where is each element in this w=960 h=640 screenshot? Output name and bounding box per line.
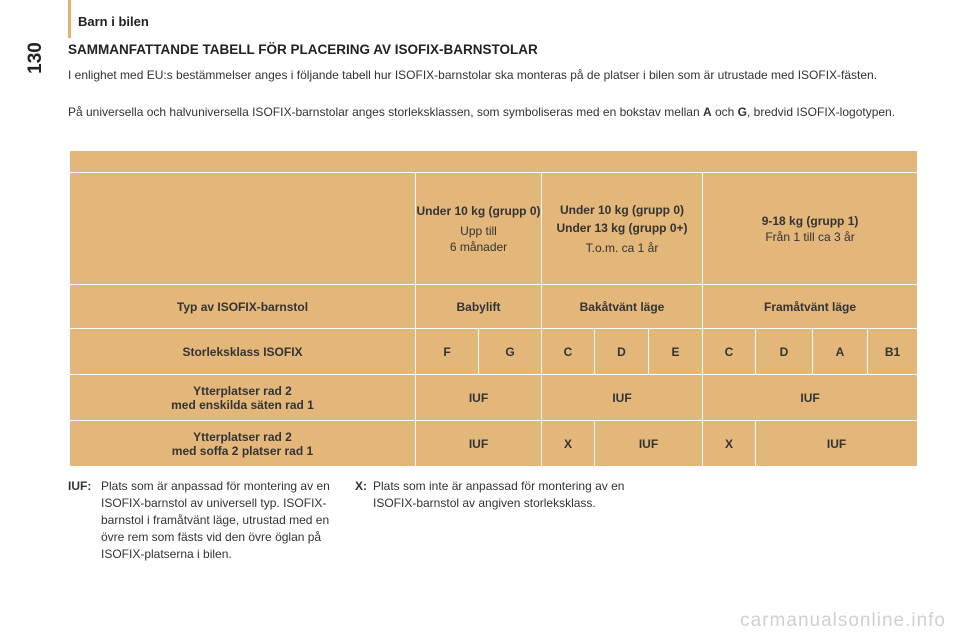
group-0plus-cell: Under 10 kg (grupp 0) Under 13 kg (grupp 0+) T.o.m. ca 1 år — [542, 173, 703, 285]
row-label-individual: Ytterplatser rad 2 med enskilda säten rad 1 — [70, 375, 416, 421]
type-forward: Framåtvänt läge — [703, 285, 918, 329]
group-0-cell: Under 10 kg (grupp 0) Upp till 6 månader — [416, 173, 542, 285]
size-class-cell: D — [756, 329, 813, 375]
legend-iuf-text: Plats som är anpassad för montering av en ISOFIX-barnstol av universell typ. ISOFIX-barnstol i framåtvänt läge, utrustad med en övre rem som fästs vid den övre öglan på ISOFIX-platserna i bilen. — [101, 479, 330, 561]
cell-value: IUF — [416, 421, 542, 467]
cell-value: IUF — [542, 375, 703, 421]
size-class-cell: C — [542, 329, 595, 375]
cell-value: IUF — [703, 375, 918, 421]
intro-paragraph-1: I enlighet med EU:s bestämmelser anges i följande tabell hur ISOFIX-barnstolar ska monteras på de platser i bilen som är utrustade med ISOFIX-fästen. — [68, 68, 878, 82]
table-top-band — [70, 151, 918, 173]
section-header: Barn i bilen — [78, 14, 149, 29]
size-class-cell: C — [703, 329, 756, 375]
cell-value: X — [703, 421, 756, 467]
table-row-type — [70, 285, 918, 329]
cell-value: IUF — [595, 421, 703, 467]
size-label: Storleksklass ISOFIX — [70, 329, 416, 375]
page-title: SAMMANFATTANDE TABELL FÖR PLACERING AV ISOFIX-BARNSTOLAR — [68, 42, 538, 57]
table-row-size — [70, 329, 918, 375]
size-class-cell: F — [416, 329, 479, 375]
legend-iuf — [68, 478, 358, 578]
legend-x-text: Plats som inte är anpassad för montering av en ISOFIX-barnstol av angiven storleksklass. — [373, 479, 625, 510]
table-corner-cell — [70, 173, 416, 285]
watermark: carmanualsonline.info — [740, 610, 946, 631]
isofix-table — [69, 150, 918, 467]
size-class-cell: B1 — [868, 329, 918, 375]
table-row-groups — [70, 173, 918, 285]
section-accent-bar — [68, 0, 71, 38]
size-class-cell: A — [813, 329, 868, 375]
type-label: Typ av ISOFIX-barnstol — [70, 285, 416, 329]
group-1-cell: 9-18 kg (grupp 1) Från 1 till ca 3 år — [703, 173, 918, 285]
legend-x — [355, 478, 635, 538]
cell-value: IUF — [416, 375, 542, 421]
table-row-bench-seat — [70, 421, 918, 467]
legend-x-key: X: — [355, 479, 367, 493]
size-class-cell: D — [595, 329, 649, 375]
table-row-individual-seats — [70, 375, 918, 421]
page-number: 130 — [25, 42, 46, 74]
type-babylift: Babylift — [416, 285, 542, 329]
cell-value: IUF — [756, 421, 918, 467]
type-rearward: Bakåtvänt läge — [542, 285, 703, 329]
size-class-cell: G — [479, 329, 542, 375]
legend-iuf-key: IUF: — [68, 479, 92, 493]
row-label-bench: Ytterplatser rad 2 med soffa 2 platser rad 1 — [70, 421, 416, 467]
size-class-cell: E — [649, 329, 703, 375]
cell-value: X — [542, 421, 595, 467]
intro-paragraph-2: På universella och halvuniversella ISOFIX-barnstolar anges storleksklassen, som symboliseras med en bokstav mellan A och G, bredvid ISOFIX-logotypen. — [68, 105, 896, 119]
